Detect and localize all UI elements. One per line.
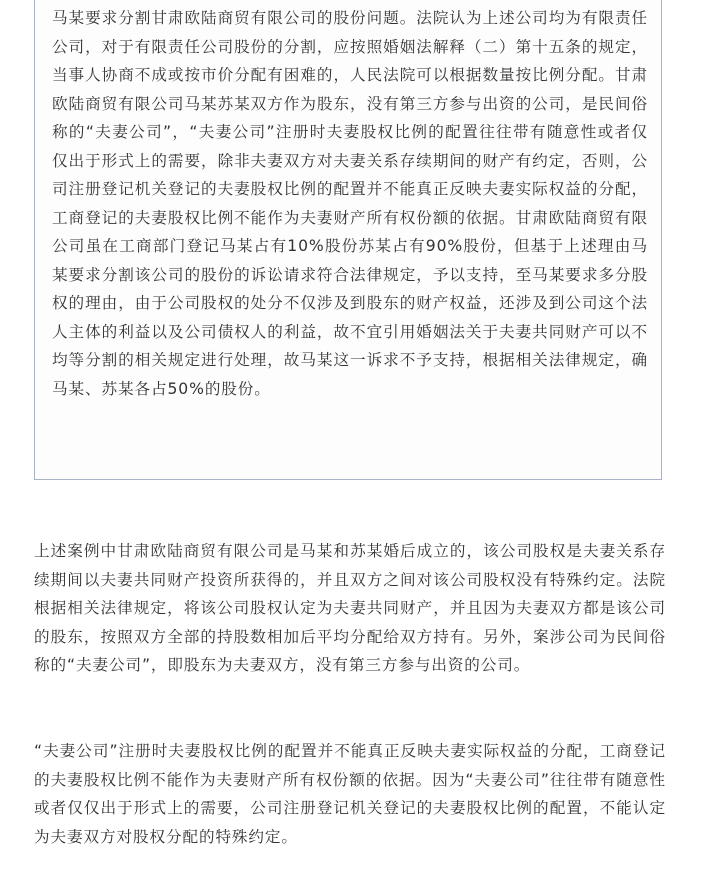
quoted-court-opinion: 马某要求分割甘肃欧陆商贸有限公司的股份问题。法院认为上述公司均为有限责任公司，对于有限责任公司股份的分割，应按照婚姻法解释（二）第十五条的规定，当事人协商不成或按市价分配有困难的，人民法院可以根据数量按比例分配。甘肃欧陆商贸有限公司马某苏某双方作为股东，没有第三方参与出资的公司，是民间俗称的“夫妻公司”，“夫妻公司”注册时夫妻股权比例的配置往往带有随意性或者仅仅出于形式上的需要，除非夫妻双方对夫妻关系存续期间的财产有约定，否则，公司注册登记机关登记的夫妻股权比例的配置并不能真正反映夫妻实际权益的分配，工商登记的夫妻股权比例不能作为夫妻财产所有权份额的依据。甘肃欧陆商贸有限公司虽在工商部门登记马某占有10%股份苏某占有90%股份，但基于上述理由马某要求分割该公司的股份的诉讼请求符合法律规定，予以支持，至马某要求多分股权的理由，由于公司股权的处分不仅涉及到股东的财产权益，还涉及到公司这个法人主体的利益以及公司债权人的利益，故不宜引用婚姻法关于夫妻共同财产可以不均等分割的相关规定进行处理，故马某这一诉求不予支持，根据相关法律规定，确马某、苏某各占50%的股份。 xyxy=(52,9,648,398)
body-paragraph-analysis: 上述案例中甘肃欧陆商贸有限公司是马某和苏某婚后成立的，该公司股权是夫妻关系存续期间以夫妻共同财产投资所获得的，并且双方之间对该公司股权没有特殊约定。法院根据相关法律规定，将该公司股权认定为夫妻共同财产，并且因为夫妻双方都是该公司的股东，按照双方全部的持股数相加后平均分配给双方持有。另外，案涉公司为民间俗称的“夫妻公司”，即股东为夫妻双方，没有第三方参与出资的公司。 xyxy=(34,542,666,674)
body-paragraph-conclusion: “夫妻公司”注册时夫妻股权比例的配置并不能真正反映夫妻实际权益的分配，工商登记的夫妻股权比例不能作为夫妻财产所有权份额的依据。因为“夫妻公司”往往带有随意性或者仅仅出于形式上的需要，公司注册登记机关登记的夫妻股权比例的配置，不能认定为夫妻双方对股权分配的特殊约定。 xyxy=(34,742,666,846)
